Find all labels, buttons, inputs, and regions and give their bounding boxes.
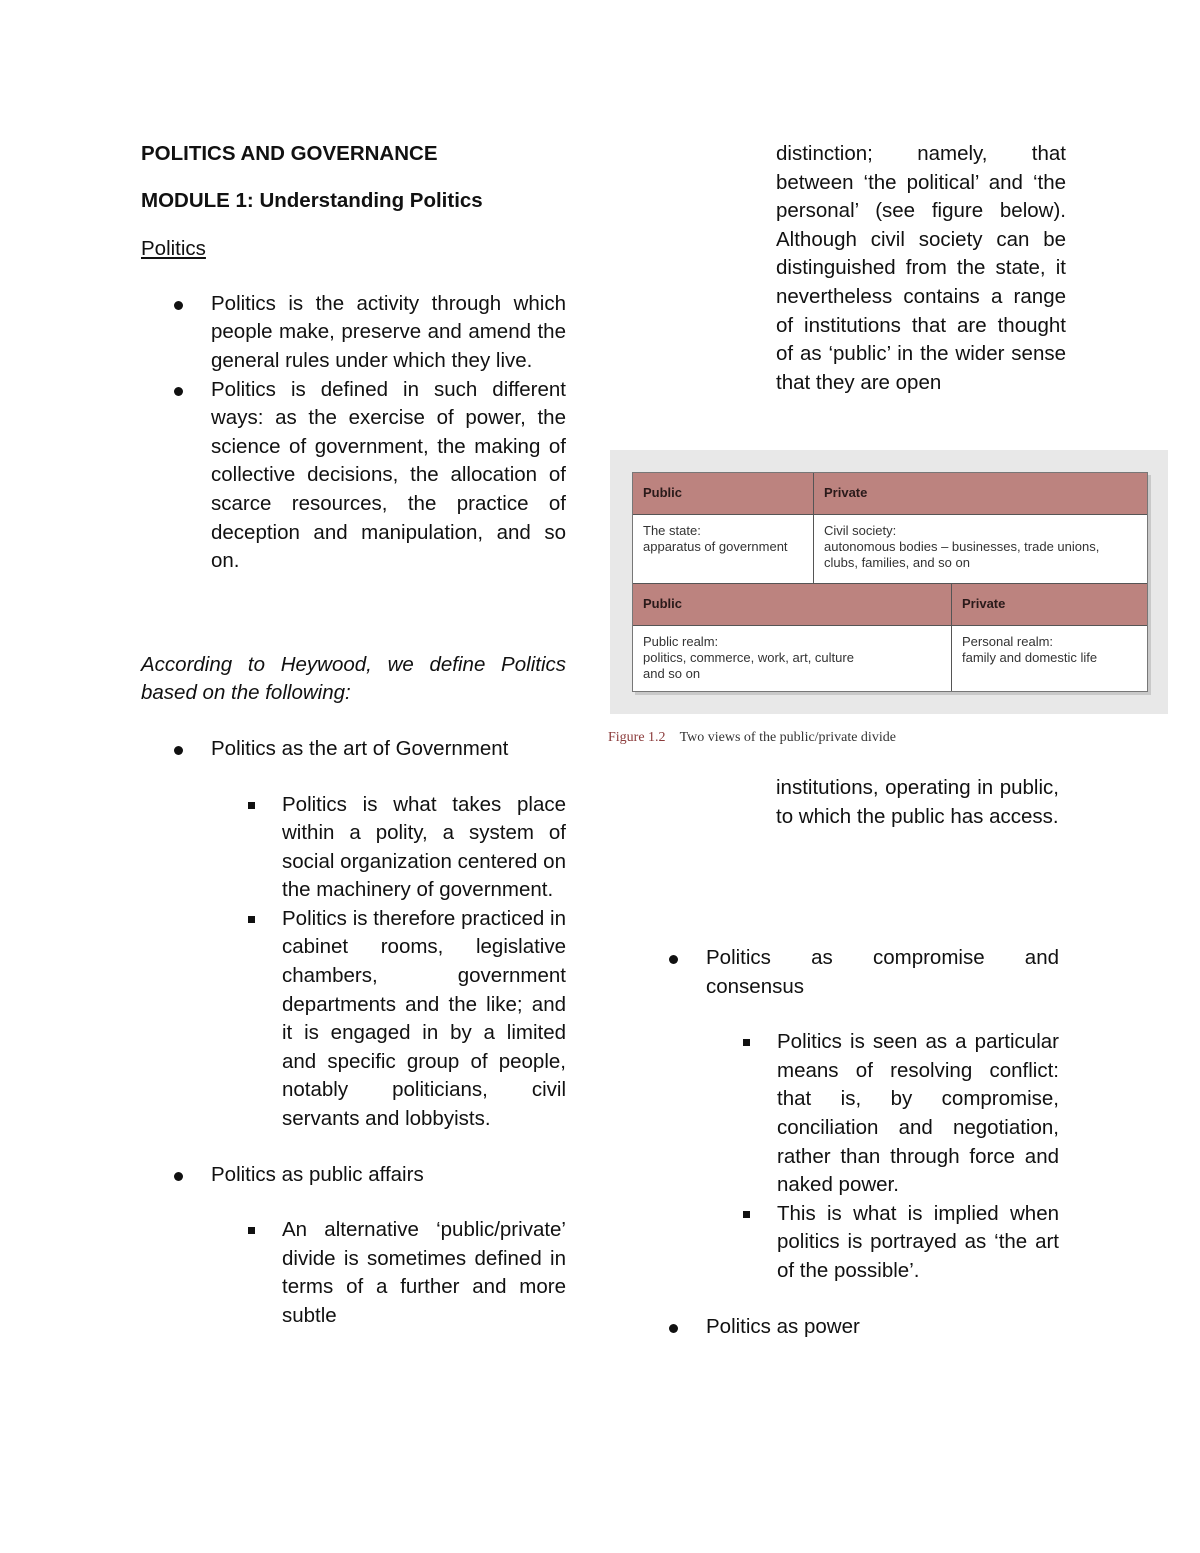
cell-label: Civil society: [824,523,897,538]
continued-text: distinction; namely, that between ‘the political’ and ‘the personal’ (see figure below). Although civil society can be distinguished from the state, it nevertheless contains a range of institutions that are thought of as ‘public’ in the wider sense that they are open [776,142,1066,394]
list-item [141,1161,566,1190]
figure-caption [608,730,896,746]
list-item [636,1028,1059,1200]
list-item [141,791,566,905]
private-cell [952,626,1147,691]
intro-bullet-list [141,290,566,576]
bullet-text: Politics as the art of Government [211,736,509,760]
bullet-icon [174,1172,183,1181]
bullet-text: This is what is implied when politics is portrayed as ‘the art of the possible’. [777,1201,1059,1282]
cell-label: The state: [643,523,701,538]
module-heading: MODULE 1: Understanding Politics [141,188,483,212]
figure-table [632,472,1148,692]
right-column [606,140,1066,397]
square-bullet-icon [743,1211,750,1218]
cell-label: Personal realm: [962,634,1054,649]
public-cell [633,626,952,691]
according-heading: According to Heywood, we define Politics based on the following: [141,652,566,705]
list-item [141,735,566,764]
bullet-text: Politics is seen as a particular means of resolving conflict: that is, by compromise, conciliation and negotiation, rather than through force and naked power. [777,1030,1059,1197]
list-item [141,1216,566,1330]
section-heading: Politics [141,237,206,261]
private-header: Private [952,583,1147,626]
list-item [636,1200,1059,1286]
sub-bullet-list [141,791,566,1134]
bullet-text: Politics as power [706,1314,860,1338]
figure-number: Figure 1.2 [608,730,666,745]
bullet-text: Politics is the activity through which people make, preserve and amend the general rules under which they live. [211,291,566,372]
bullet-text: Politics is defined in such different ways: as the exercise of power, the science of government, the making of collective decisions, the allocation of scarce resources, the practice of deception and manipulation, and so on. [211,377,566,573]
bullet-icon [174,387,183,396]
bullet-icon [174,746,183,755]
figure-caption-text: Two views of the public/private divide [679,730,896,745]
public-header: Public [633,583,952,626]
bullet-text: An alternative ‘public/private’ divide is sometimes defined in terms of a further and more subtle [282,1218,566,1327]
table-row [633,626,1147,691]
bullet-text: Politics is therefore practiced in cabinet rooms, legislative chambers, government departments and the like; and it is engaged in by a limited and specific group of people, notably politicians, civil servants and lobbyists. [282,906,566,1131]
cell-text: family and domestic life [962,650,1098,665]
list-item [636,1313,1059,1342]
cell-label: Public realm: [643,634,719,649]
cell-text: politics, commerce, work, art, culture [643,650,854,665]
table-header-row [633,473,1147,515]
left-column [141,140,566,1331]
list-item [141,290,566,376]
continued-text: institutions, operating in public, to which the public has access. [776,776,1059,828]
sub-bullet-list [141,1216,566,1330]
sub-bullet-list [636,1028,1059,1285]
square-bullet-icon [743,1039,750,1046]
list-item [141,905,566,1134]
public-header: Public [633,473,814,515]
square-bullet-icon [248,802,255,809]
list-item [141,376,566,576]
bullet-text: Politics as compromise and consensus [706,946,1059,998]
continued-paragraph-end [776,774,1059,831]
bullet-icon [669,1324,678,1333]
bullet-icon [174,301,183,310]
table-header-row [633,583,1147,626]
square-bullet-icon [248,916,255,923]
figure-public-private-divide [610,450,1168,714]
private-header: Private [814,473,1147,515]
cell-text: clubs, families, and so on [824,555,970,570]
private-cell [814,515,1147,583]
cell-text: and so on [643,666,701,681]
public-cell [633,515,814,583]
continued-paragraph [606,140,1066,397]
right-bullets [636,944,1059,1341]
cell-text: autonomous bodies – businesses, trade unions, [824,539,1100,554]
cell-text: apparatus of government [643,539,788,554]
bullet-text: Politics is what takes place within a polity, a system of social organization centered on the machinery of government. [282,792,566,902]
table-row [633,515,1147,583]
bullet-icon [669,955,678,964]
bullet-text: Politics as public affairs [211,1162,424,1186]
square-bullet-icon [248,1227,255,1234]
list-item [636,944,1059,1001]
document-title: POLITICS AND GOVERNANCE [141,142,438,165]
